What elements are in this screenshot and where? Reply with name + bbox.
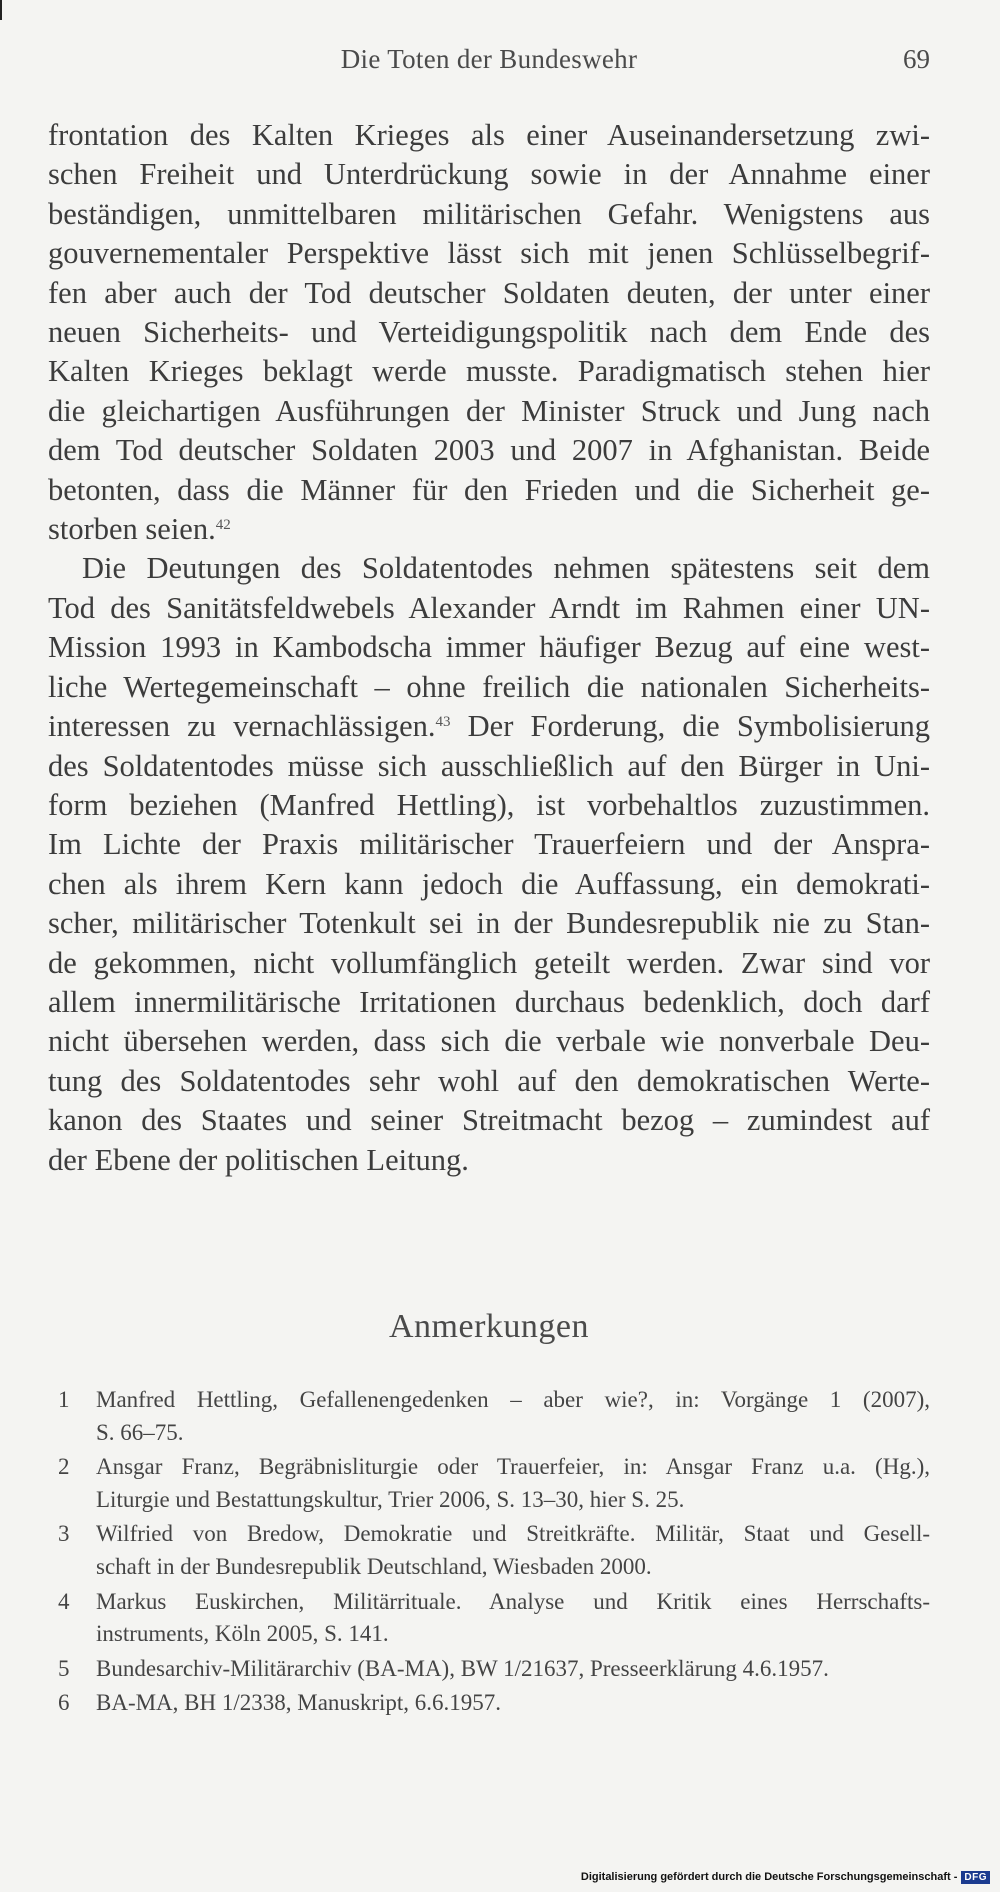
text-line: gouvernementaler Perspektive lässt sich mit jenen Schlüsselbegrif-	[48, 236, 930, 271]
endnote-number: 1	[58, 1387, 70, 1412]
text-line: schen Freiheit und Unterdrückung sowie in der Annahme einer	[48, 157, 930, 192]
text-line: Mission 1993 in Kambodscha immer häufiger Bezug auf eine west-	[48, 630, 930, 665]
page-number: 69	[903, 44, 930, 74]
endnote-number: 6	[58, 1690, 70, 1716]
endnote	[48, 1586, 930, 1651]
endnote-number: 2	[58, 1454, 70, 1480]
text-fragment: storben seien.	[48, 512, 216, 547]
footnote-ref-43[interactable]: 43	[435, 714, 451, 731]
text-line: beständigen, unmittelbaren militärischen Gefahr. Wenigstens aus	[48, 196, 930, 231]
endnote-line: Manfred Hettling, Gefallenengedenken – aber wie?, in: Vorgänge 1 (2007),	[96, 1387, 930, 1412]
notes-heading: Anmerkungen	[388, 1308, 589, 1345]
endnote	[48, 1687, 930, 1720]
endnote-number: 3	[58, 1521, 70, 1547]
text-line: chen als ihrem Kern kann jedoch die Auffassung, ein demokrati-	[48, 866, 930, 901]
text-line: form beziehen (Manfred Hettling), ist vorbehaltlos zuzustimmen.	[48, 787, 930, 822]
footnote-ref-42[interactable]: 42	[215, 517, 231, 534]
endnote-line: S. 66–75.	[96, 1419, 184, 1445]
text-line: tung des Soldatentodes sehr wohl auf den demokratischen Werte-	[48, 1063, 930, 1098]
text-line: liche Wertegemeinschaft – ohne freilich die nationalen Sicherheits-	[48, 669, 930, 704]
text-line: dem Tod deutscher Soldaten 2003 und 2007 in Afghanistan. Beide	[48, 433, 930, 468]
text-line: scher, militärischer Totenkult sei in der Bundesrepublik nie zu Stan-	[48, 906, 930, 941]
endnote	[48, 1384, 930, 1449]
text-line: Tod des Sanitätsfeldwebels Alexander Arndt im Rahmen einer UN-	[48, 590, 930, 625]
text-line: Kalten Krieges beklagt werde musste. Paradigmatisch stehen hier	[48, 354, 930, 389]
text-fragment: interessen zu vernachlässigen.	[48, 709, 436, 744]
endnote-line: instruments, Köln 2005, S. 141.	[96, 1621, 389, 1647]
text-line: fen aber auch der Tod deutscher Soldaten deuten, der unter einer	[48, 275, 930, 310]
text-line: allem innermilitärische Irritationen durchaus bedenklich, doch darf	[48, 984, 930, 1019]
text-line: de gekommen, nicht vollumfänglich geteilt werden. Zwar sind vor	[48, 945, 930, 980]
text-line: frontation des Kalten Krieges als einer Auseinandersetzung zwi-	[48, 118, 930, 152]
text-line: Die Deutungen des Soldatentodes nehmen spätestens seit dem	[82, 551, 930, 586]
endnotes-list	[48, 1384, 930, 1722]
endnote-line: Wilfried von Bredow, Demokratie und Streitkräfte. Militär, Staat und Gesell-	[96, 1521, 930, 1547]
endnote	[48, 1653, 930, 1686]
digitization-footer	[581, 1868, 990, 1886]
scan-edge-mark	[0, 0, 2, 20]
text-line	[48, 707, 930, 746]
endnote-line: Liturgie und Bestattungskultur, Trier 2006, S. 13–30, hier S. 25.	[96, 1486, 685, 1512]
text-line: betonten, dass die Männer für den Frieden und die Sicherheit ge-	[48, 472, 930, 507]
endnote-line: BA-MA, BH 1/2338, Manuskript, 6.6.1957.	[96, 1690, 502, 1716]
text-line: die gleichartigen Ausführungen der Minister Struck und Jung nach	[48, 393, 930, 428]
text-line: neuen Sicherheits- und Verteidigungspolitik nach dem Ende des	[48, 315, 930, 350]
running-title: Die Toten der Bundeswehr	[340, 44, 638, 74]
endnote-number: 4	[58, 1588, 70, 1614]
endnote	[48, 1451, 930, 1516]
text-fragment: Der Forderung, die Symbolisierung	[450, 709, 930, 744]
paragraph-2	[48, 549, 930, 1180]
endnote-line: schaft in der Bundesrepublik Deutschland, Wiesbaden 2000.	[96, 1553, 652, 1579]
text-line: Im Lichte der Praxis militärischer Trauerfeiern und der Anspra-	[48, 827, 930, 862]
funding-notice: Digitalisierung gefördert durch die Deutsche Forschungsgemeinschaft -	[580, 1871, 958, 1883]
endnote	[48, 1518, 930, 1583]
endnote-number: 5	[58, 1655, 70, 1681]
dfg-logo: DFG	[961, 1871, 990, 1884]
text-line: der Ebene der politischen Leitung.	[48, 1142, 469, 1177]
endnote-line: Bundesarchiv-Militärarchiv (BA-MA), BW 1/21637, Presseerklärung 4.6.1957.	[96, 1655, 829, 1681]
text-line: nicht übersehen werden, dass sich die verbale wie nonverbale Deu-	[48, 1024, 930, 1059]
text-line	[48, 510, 930, 549]
text-line: des Soldatentodes müsse sich ausschließlich auf den Bürger in Uni-	[48, 748, 930, 783]
endnote-line: Ansgar Franz, Begräbnisliturgie oder Trauerfeier, in: Ansgar Franz u.a. (Hg.),	[96, 1454, 930, 1480]
endnote-line: Markus Euskirchen, Militärrituale. Analyse und Kritik eines Herrschafts-	[96, 1588, 930, 1614]
main-text	[48, 116, 930, 1180]
text-line: kanon des Staates und seiner Streitmacht bezog – zumindest auf	[48, 1103, 930, 1138]
page-header	[48, 44, 930, 80]
paragraph-1	[48, 116, 930, 549]
